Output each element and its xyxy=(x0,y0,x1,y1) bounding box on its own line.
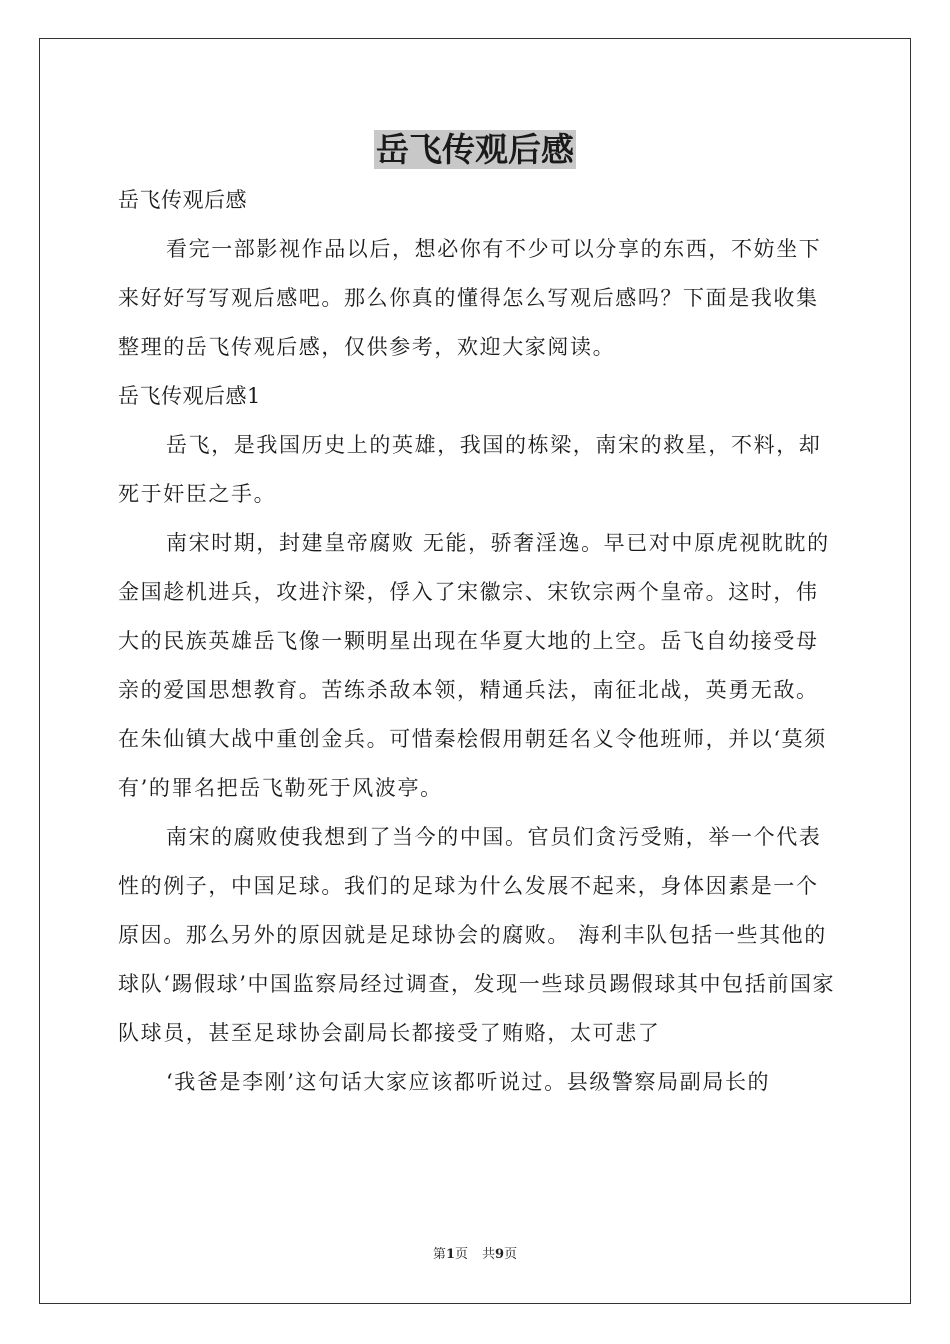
body-paragraph: 岳飞，是我国历史上的英雄，我国的栋梁，南宋的救星，不料，却死于奸臣之手。 xyxy=(118,433,822,506)
page-prefix: 第 xyxy=(432,1247,446,1262)
document-body xyxy=(118,176,838,1107)
body-paragraph: ‘我爸是李刚’这句话大家应该都听说过。县级警察局副局长的 xyxy=(166,1070,771,1094)
total-suffix: 页 xyxy=(504,1247,518,1262)
document-title xyxy=(0,126,950,174)
body-paragraph: 南宋的腐败使我想到了当今的中国。官员们贪污受贿，举一个代表性的例子，中国足球。我们的足球为什么发展不起来，身体因素是一个原因。那么另外的原因就是足球协会的腐败。 海利丰队包括一些其他的球队‘踢假球’中国监察局经过调查，发现一些球员踢假球其中包括前国家队球员，甚至足球协会副局长都接受了贿赂，太可悲了 xyxy=(118,825,836,1045)
body-paragraph: 南宋时期，封建皇帝腐败 无能，骄奢淫逸。早已对中原虎视眈眈的金国趁机进兵，攻进汴梁，俘入了宋徽宗、宋钦宗两个皇帝。这时，伟大的民族英雄岳飞像一颗明星出现在华夏大地的上空。岳飞自幼接受母亲的爱国思想教育。苦练杀敌本领，精通兵法，南征北战，英勇无敌。在朱仙镇大战中重创金兵。可惜秦桧假用朝廷名义令他班师，并以‘莫须有’的罪名把岳飞勒死于风波亭。 xyxy=(118,531,830,800)
section-heading: 岳飞传观后感1 xyxy=(118,384,261,408)
total-prefix: 共 xyxy=(482,1247,496,1262)
intro-paragraph: 看完一部影视作品以后，想必你有不少可以分享的东西，不妨坐下来好好写写观后感吧。那么你真的懂得怎么写观后感吗？下面是我收集整理的岳飞传观后感，仅供参考，欢迎大家阅读。 xyxy=(118,237,822,359)
page-number: 1 xyxy=(445,1247,455,1262)
total-pages: 9 xyxy=(495,1247,505,1262)
page-footer xyxy=(0,1245,950,1265)
document-title-text: 岳飞传观后感 xyxy=(376,130,574,169)
page-suffix: 页 xyxy=(454,1247,468,1262)
document-subtitle: 岳飞传观后感 xyxy=(118,188,247,212)
